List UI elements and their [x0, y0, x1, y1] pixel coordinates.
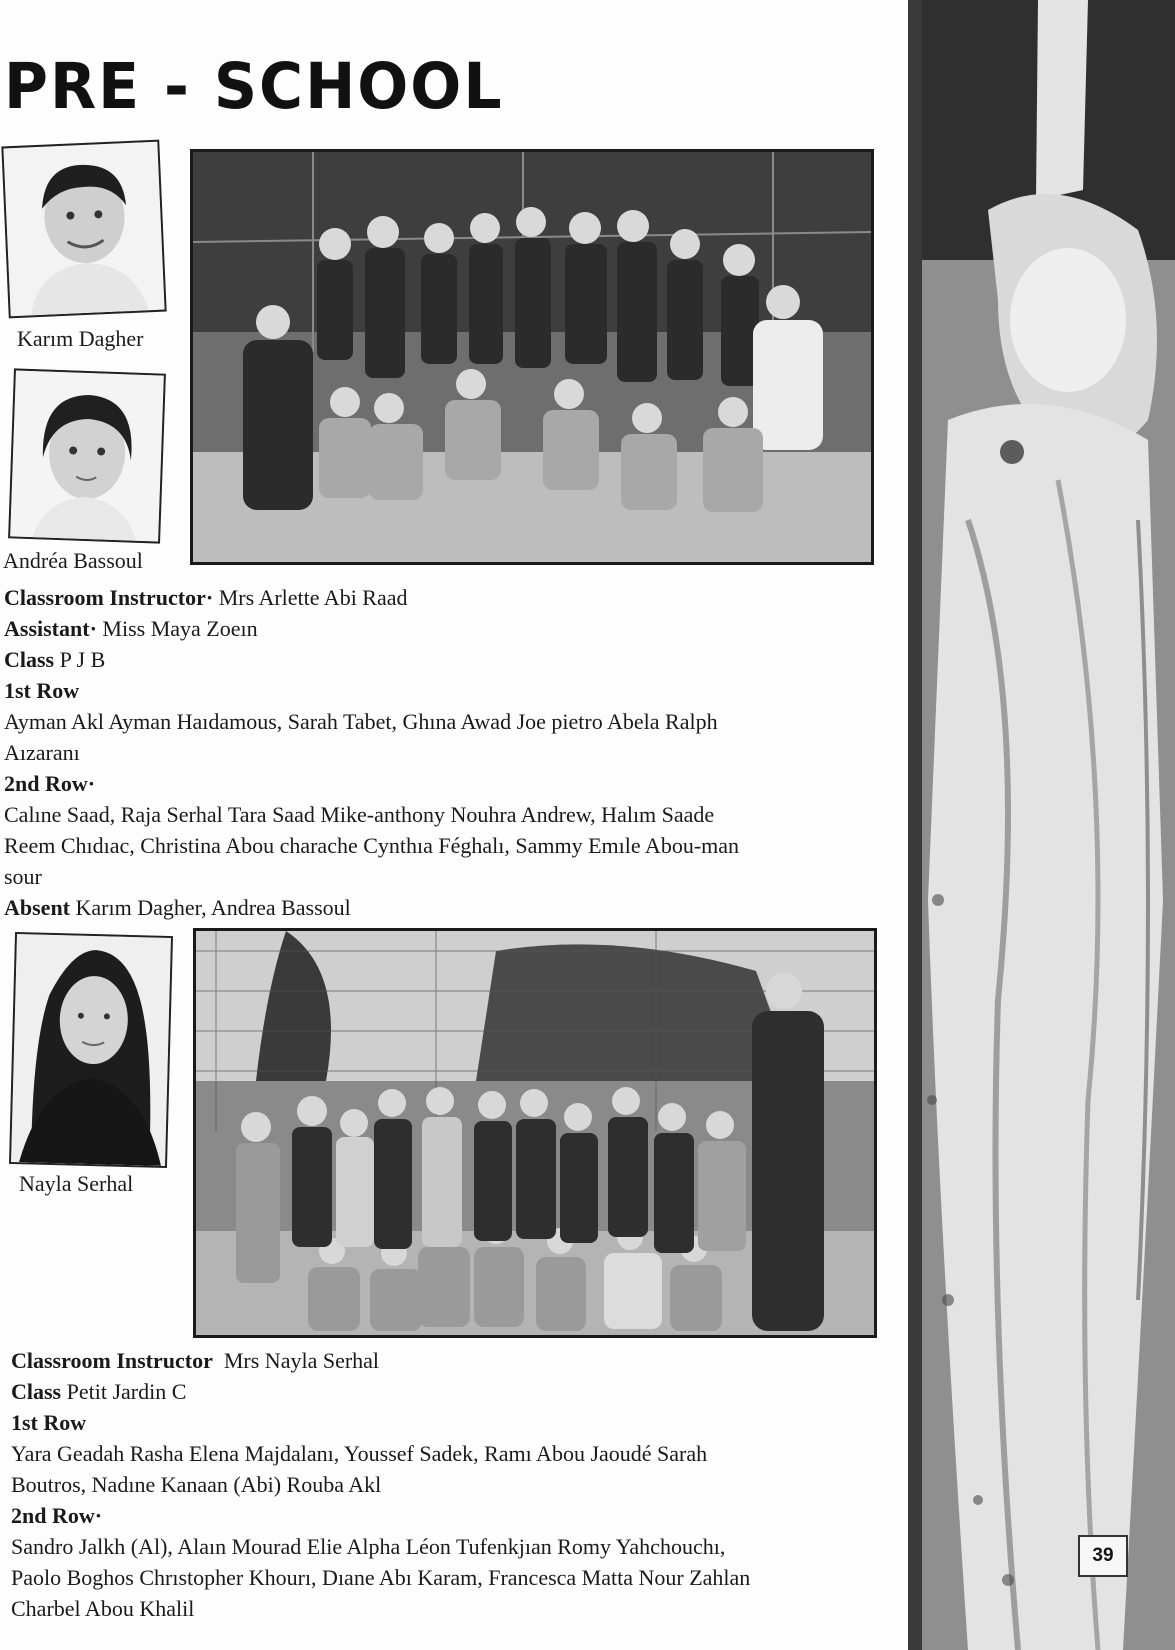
class-label: Class	[4, 647, 55, 672]
absent-label: Absent	[4, 895, 71, 920]
instructor-value: Mrs Arlette Abi Raad	[218, 585, 408, 610]
assistant-value: Miss Maya Zoeın	[102, 616, 258, 641]
row1-heading: 1st Row	[4, 678, 80, 703]
row2-names-line: Sandro Jalkh (Al), Alaın Mourad Elie Alpha Léon Tufenkjıan Romy Yahchouchı,	[11, 1534, 726, 1559]
row2-names-line: Paolo Boghos Chrıstopher Khourı, Dıane Abı Karam, Francesca Matta Nour Zahlan	[11, 1565, 751, 1590]
instructor-value: Mrs Nayla Serhal	[223, 1348, 380, 1373]
instructor-line	[11, 1345, 881, 1376]
group-photo-image	[193, 152, 871, 562]
class-value: Petit Jardin C	[66, 1379, 187, 1404]
child-portrait-image	[3, 142, 164, 317]
instructor-label: Classroom Instructor	[11, 1348, 213, 1373]
row2-heading: 2nd Row·	[4, 771, 96, 796]
portrait-photo-andrea	[8, 368, 166, 543]
classical-figure-illustration	[908, 0, 1175, 1650]
portrait-caption-andrea: Andréa Bassoul	[3, 548, 143, 573]
row2-names-line: Reem Chıdıac, Christina Abou charache Cynthıa Féghalı, Sammy Emıle Abou-man	[4, 833, 740, 858]
row1-names-line: Ayman Akl Ayman Haıdamous, Sarah Tabet, Ghına Awad Joe pietro Abela Ralph	[4, 709, 718, 734]
absent-value: Karım Dagher, Andrea Bassoul	[75, 895, 351, 920]
class-line	[11, 1376, 881, 1407]
row1-names-line: Yara Geadah Rasha Elena Majdalanı, Youssef Sadek, Ramı Abou Jaoudé Sarah	[11, 1441, 708, 1466]
class-line	[4, 644, 874, 675]
row2-names-line: sour	[4, 864, 42, 889]
teacher-portrait-image	[11, 934, 171, 1166]
row1-heading: 1st Row	[11, 1410, 87, 1435]
instructor-label: Classroom Instructor·	[4, 585, 214, 610]
instructor-line	[4, 582, 874, 613]
class-value: P J B	[59, 647, 106, 672]
row1-names-line: Boutros, Nadıne Kanaan (Abi) Rouba Akl	[11, 1472, 382, 1497]
child-portrait-image	[10, 370, 164, 541]
row2-names-line: Charbel Abou Khalil	[11, 1596, 195, 1621]
portrait-photo-nayla	[9, 932, 173, 1168]
assistant-line	[4, 613, 874, 644]
class-label: Class	[11, 1379, 62, 1404]
class-petit-jardin-c-details	[11, 1345, 881, 1624]
class-pjb-details	[4, 582, 874, 923]
group-photo-petit-jardin-c	[193, 928, 877, 1338]
group-photo-class-pjb	[190, 149, 874, 565]
row2-names-line: Calıne Saad, Raja Serhal Tara Saad Mike-anthony Nouhra Andrew, Halım Saade	[4, 802, 715, 827]
page-title: PRE - SCHOOL	[4, 50, 504, 124]
portrait-caption-nayla: Nayla Serhal	[19, 1171, 134, 1196]
portrait-photo-karim	[1, 140, 166, 319]
absent-line	[4, 892, 874, 923]
row1-names-line: Aızaranı	[4, 740, 80, 765]
group-photo-image	[196, 931, 874, 1335]
decorative-figure-artwork	[908, 0, 1175, 1650]
portrait-caption-karim: Karım Dagher	[17, 326, 144, 351]
page-number: 39	[1078, 1535, 1128, 1577]
row2-heading: 2nd Row·	[11, 1503, 103, 1528]
assistant-label: Assistant·	[4, 616, 97, 641]
